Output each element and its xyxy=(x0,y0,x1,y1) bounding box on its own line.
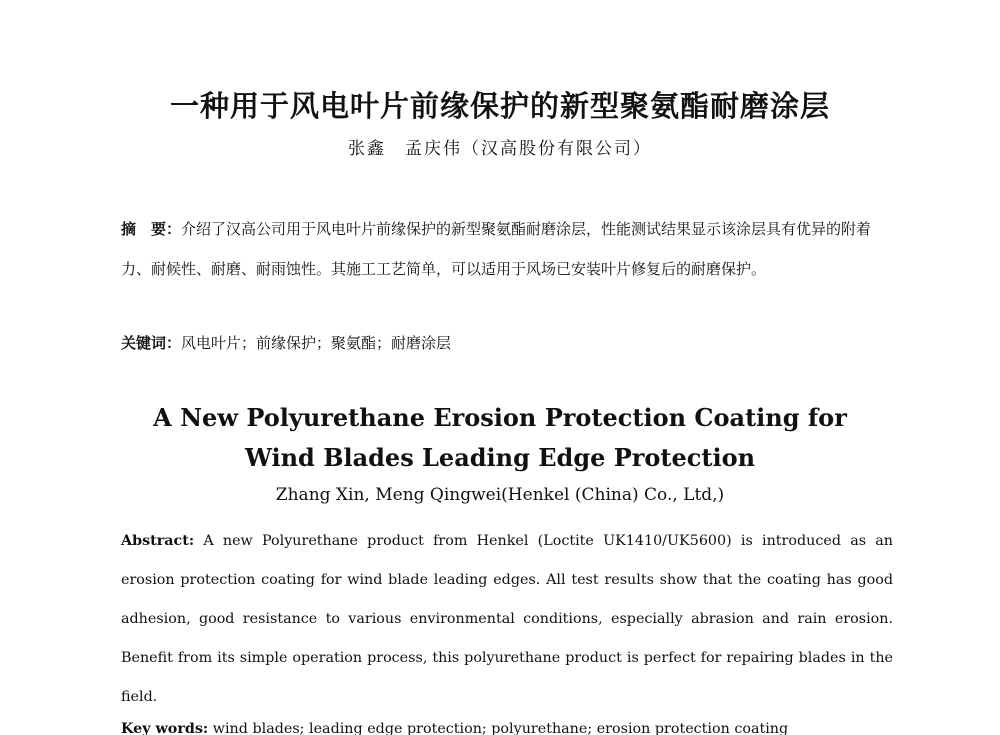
english-abstract xyxy=(121,522,893,717)
chinese-keywords xyxy=(121,332,893,353)
english-abstract-text: A new Polyurethane product from Henkel (Loctite UK1410/UK5600) is introduced as an erosion protection coating for wind blade leading edges. All test results show that the coating has good adhesion, good resistance to various environmental conditions, especially abrasion and rain erosion. Benefit from its simple operation process, this polyurethane product is perfect for repairing blades in the field. xyxy=(121,533,893,705)
chinese-keywords-label: 关键词： xyxy=(121,334,182,352)
english-abstract-label: Abstract: xyxy=(121,533,195,549)
english-title-line-2: Wind Blades Leading Edge Protection xyxy=(244,443,756,472)
english-title-line-1: A New Polyurethane Erosion Protection Coating for xyxy=(153,403,847,432)
english-title xyxy=(0,398,1000,478)
english-keywords-label: Key words: xyxy=(121,721,209,735)
chinese-abstract-label: 摘 要： xyxy=(121,220,182,238)
chinese-authors: 张鑫 孟庆伟（汉高股份有限公司） xyxy=(348,139,652,159)
chinese-abstract-text: 介绍了汉高公司用于风电叶片前缘保护的新型聚氨酯耐磨涂层，性能测试结果显示该涂层具有优异的附着力、耐候性、耐磨、耐雨蚀性。其施工工艺简单，可以适用于风场已安装叶片修复后的耐磨保护。 xyxy=(121,220,872,278)
english-authors: Zhang Xin, Meng Qingwei(Henkel (China) Co., Ltd,) xyxy=(275,485,725,505)
chinese-abstract xyxy=(121,209,893,289)
chinese-title: 一种用于风电叶片前缘保护的新型聚氨酯耐磨涂层 xyxy=(169,89,830,123)
english-keywords xyxy=(121,721,893,735)
english-keywords-text: wind blades; leading edge protection; polyurethane; erosion protection coating xyxy=(212,721,789,735)
chinese-keywords-text: 风电叶片；前缘保护；聚氨酯；耐磨涂层 xyxy=(181,334,452,352)
